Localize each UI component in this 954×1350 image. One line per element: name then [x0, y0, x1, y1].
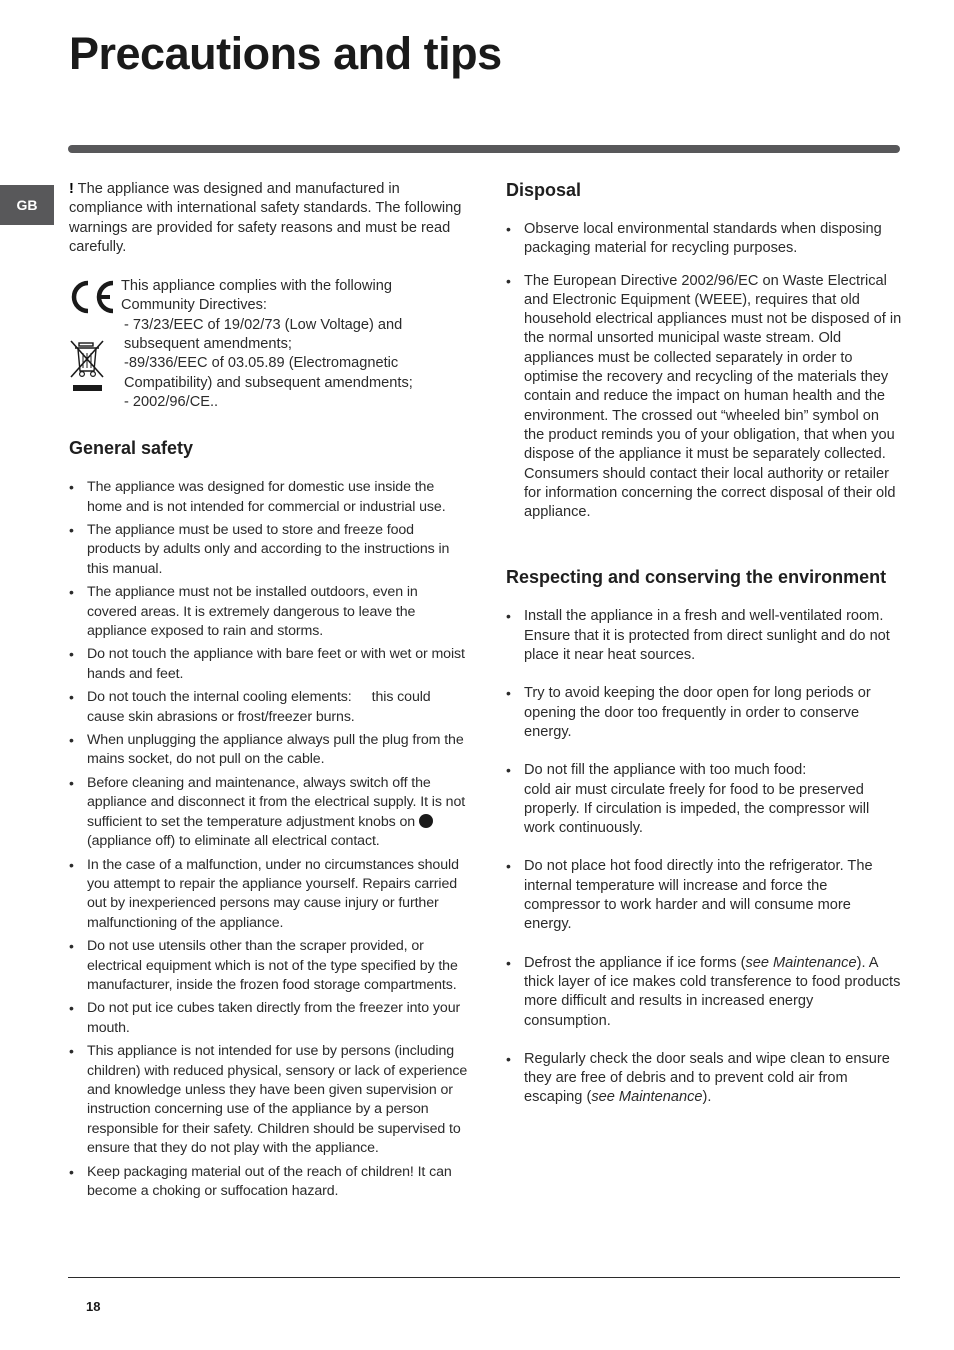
- general-safety-heading: General safety: [69, 438, 194, 459]
- directives-text: [121, 277, 473, 412]
- list-item: • Try to avoid keeping the door open for long periods or opening the door too frequently in order to conserve energy.: [506, 684, 902, 742]
- list-item-text: Regularly check the door seals and wipe clean to ensure they are free of debris and to prevent cold air from escaping (: [524, 1050, 890, 1106]
- list-item-text: this could cause skin abrasions or frost/freezer burns.: [87, 689, 431, 725]
- list-item: • Do not put ice cubes taken directly from the freezer into your mouth.: [69, 999, 471, 1038]
- list-item-text: Defrost the appliance if ice forms (: [524, 954, 746, 971]
- footer-divider: [68, 1277, 900, 1278]
- disposal-list: [506, 220, 902, 522]
- list-item: • Do not touch the appliance with bare feet or with wet or moist hands and feet.: [69, 645, 471, 684]
- list-item: [506, 1050, 902, 1108]
- list-item: [69, 774, 471, 852]
- right-column: [506, 178, 902, 1127]
- list-item-text: Do not touch the internal cooling elements:: [87, 689, 352, 706]
- list-item: • Observe local environmental standards when disposing packaging material for recycling purposes.: [506, 220, 902, 259]
- cross-reference: see Maintenance: [745, 954, 857, 971]
- cross-reference: see Maintenance: [591, 1089, 703, 1106]
- list-item: • Do not place hot food directly into the refrigerator. The internal temperature will increase and force the compressor to work harder and will consume more energy.: [506, 857, 902, 934]
- list-item-text: ).: [702, 1089, 712, 1106]
- ce-mark-icon: [69, 279, 117, 315]
- list-item: • Do not use utensils other than the scraper provided, or electrical equipment which is not of the type specified by the manufacturer, inside the frozen food storage compartments.: [69, 937, 471, 995]
- directive-line: This appliance complies with the following: [121, 278, 392, 295]
- list-item: • When unplugging the appliance always pull the plug from the mains socket, do not pull on the cable.: [69, 731, 471, 770]
- list-item-text: cold air must circulate freely for food to be preserved properly. If circulation is impeded, the compressor will work continuously.: [524, 781, 870, 837]
- title-divider: [68, 145, 900, 153]
- list-item: • This appliance is not intended for use by persons (including children) with reduced physical, sensory or lack of experience and knowledge unless they have been given supervision or instruction concerning use of the appliance by a person responsible for their safety. Children should be supervised to ensure that they do not play with the appliance.: [69, 1042, 471, 1158]
- directives-block: [69, 277, 471, 410]
- list-item: • The appliance must not be installed outdoors, even in covered areas. It is extremely dangerous to leave the appliance exposed to rain and storms.: [69, 583, 471, 641]
- list-item: [506, 954, 902, 1031]
- intro-text: The appliance was designed and manufactured in compliance with international safety standards. The following warnings are provided for safety reasons and must be read carefully.: [69, 181, 462, 255]
- directive-line: Community Directives:: [121, 297, 267, 314]
- intro-paragraph: [69, 180, 471, 257]
- general-safety-list: [69, 478, 471, 1201]
- list-item-text: Before cleaning and maintenance, always switch off the appliance and disconnect it from the electrical supply. It is not sufficient to set the temperature adjustment knobs on: [87, 774, 466, 830]
- list-item: • The appliance must be used to store and freeze food products by adults only and according to the instructions in this manual.: [69, 521, 471, 579]
- list-item-text: Do not fill the appliance with too much food:: [524, 762, 807, 779]
- list-item: • The appliance was designed for domestic use inside the home and is not intended for commercial or industrial use.: [69, 478, 471, 517]
- directive-line: -89/336/EEC of 03.05.89 (Electromagnetic: [124, 355, 399, 372]
- language-tab: GB: [0, 185, 54, 225]
- directive-line: - 2002/96/CE..: [124, 393, 219, 410]
- list-item: [69, 688, 471, 727]
- directive-line: subsequent amendments;: [124, 336, 292, 353]
- warning-mark: !: [69, 181, 74, 197]
- left-column: [69, 180, 471, 1205]
- environment-list: [506, 607, 902, 1107]
- page-title: Precautions and tips: [69, 28, 502, 79]
- crossed-out-wheeled-bin-icon: [69, 339, 107, 395]
- page-number: 18: [86, 1299, 101, 1314]
- list-item-text: ). A thick layer of ice makes cold transference to food products more difficult and results in increased energy consumption.: [524, 954, 901, 1029]
- list-item: • Keep packaging material out of the reach of children! It can become a choking or suffocation hazard.: [69, 1163, 471, 1202]
- directive-line: Compatibility) and subsequent amendments;: [124, 374, 413, 391]
- off-position-dot-icon: [419, 814, 433, 828]
- directive-line: - 73/23/EEC of 19/02/73 (Low Voltage) and: [124, 316, 403, 333]
- disposal-heading: Disposal: [506, 180, 582, 200]
- list-item: • In the case of a malfunction, under no circumstances should you attempt to repair the appliance yourself. Repairs carried out by inexperienced persons may cause injury or further malfunctioning of the appliance.: [69, 856, 471, 934]
- list-item-text: (appliance off) to eliminate all electrical contact.: [87, 833, 380, 850]
- environment-heading: Respecting and conserving the environment: [506, 567, 887, 588]
- list-item: • The European Directive 2002/96/EC on Waste Electrical and Electronic Equipment (WEEE), requires that old household electrical appliances must not be disposed of in the normal unsorted municipal waste stream. Old appliances must be collected separately in order to optimise the recovery and recycling of the materials they contain and reduce the impact on human health and the environment. The crossed out “wheeled bin” symbol on the product reminds you of your obligation, that when you dispose of the appliance it must be separately collected. Consumers should contact their local authority or retailer for information concerning the correct disposal of their old appliance.: [506, 272, 902, 523]
- list-item: • Install the appliance in a fresh and well-ventilated room. Ensure that it is protected from direct sunlight and do not place it near heat sources.: [506, 607, 902, 665]
- list-item: [506, 761, 902, 838]
